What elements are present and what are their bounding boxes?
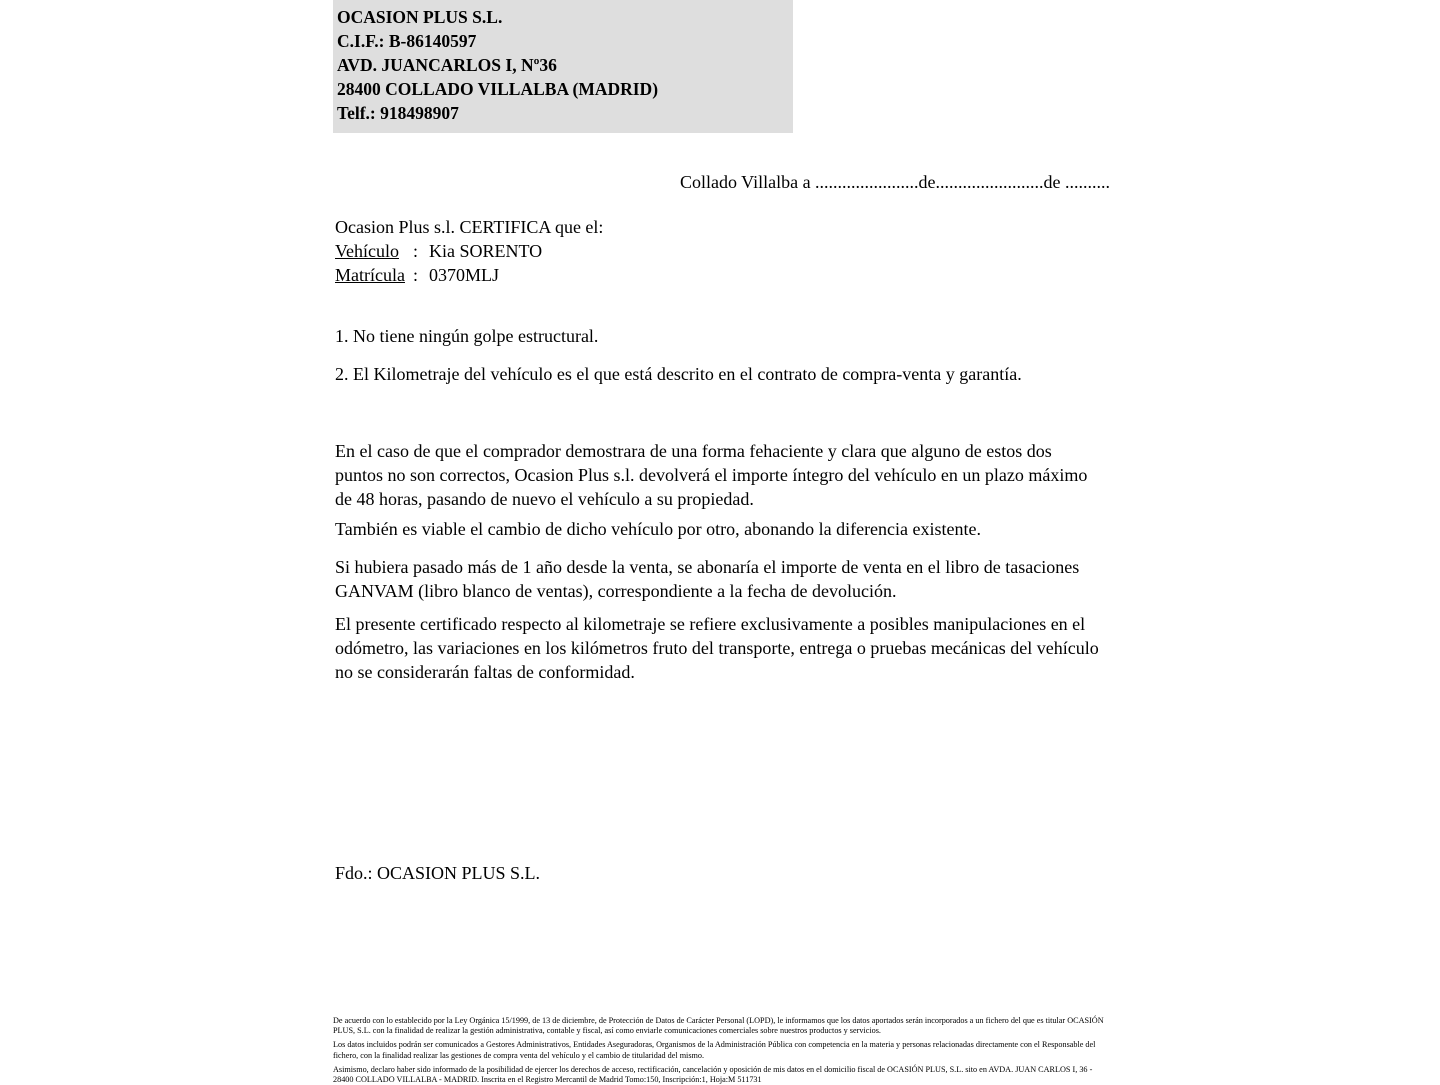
company-city: 28400 COLLADO VILLALBA (MADRID) [337,79,659,99]
date-line: Collado Villalba a .......................de........................de .......... [680,172,1111,192]
legal-paragraph-2: Los datos incluidos podrán ser comunicados a Gestores Administrativos, Entidades Aseguradoras, Organismos de la Administración Pública con competencia en la materia y personas relacionadas directamente con el Responsable del fichero, con la finalidad realizar las gestiones de compra venta del vehículo y el cambio de titularidad del mismo. [333,1040,1096,1060]
legal-paragraph-3: Asimismo, declaro haber sido informado de la posibilidad de ejercer los derechos de acceso, rectificación, cancelación y oposición de mis datos en el domicilio fiscal de OCASIÓN PLUS, S.L. sito en AVDA. JUAN CARLOS I, 36 - 28400 COLLADO VILLALBA - MADRID. Inscrita en el Registro Mercantil de Madrid Tomo:150, Inscripción:1, Hoja:M 511731 [333,1064,1093,1085]
plate-row [335,263,603,287]
certifies-block [335,215,603,287]
plate-label: Matrícula [335,265,405,285]
vehicle-label: Vehículo [335,241,399,261]
company-name: OCASION PLUS S.L. [337,7,503,27]
vehicle-value: Kia SORENTO [429,241,543,261]
signature-line: Fdo.: OCASION PLUS S.L. [335,863,541,883]
point-item-1: 1. No tiene ningún golpe estructural. [335,326,599,346]
body-paragraph-1: En el caso de que el comprador demostrara de una forma fehaciente y clara que alguno de estos dos puntos no son correctos, Ocasion Plus s.l. devolverá el importe íntegro del vehículo en un plazo máximo de 48 horas, pasando de nuevo el vehículo a su propiedad. [335,441,1088,509]
plate-separator: : [413,265,419,285]
company-cif: C.I.F.: B-86140597 [337,31,477,51]
body-paragraph-2: También es viable el cambio de dicho vehículo por otro, abonando la diferencia existente. [335,519,982,539]
certifies-intro: Ocasion Plus s.l. CERTIFICA que el: [335,217,604,237]
company-address: AVD. JUANCARLOS I, Nº36 [337,55,557,75]
vehicle-row [335,239,603,263]
point-item-2: 2. El Kilometraje del vehículo es el que está descrito en el contrato de compra-venta y garantía. [335,364,1022,384]
plate-value: 0370MLJ [429,265,500,285]
body-paragraph-4: El presente certificado respecto al kilometraje se refiere exclusivamente a posibles manipulaciones en el odómetro, las variaciones en los kilómetros fruto del transporte, entrega o pruebas mecánicas del vehículo no se considerarán faltas de conformidad. [335,614,1099,682]
vehicle-separator: : [413,241,419,261]
company-header-block [333,0,793,133]
legal-paragraph-1: De acuerdo con lo establecido por la Ley Orgánica 15/1999, de 13 de diciembre, de Protección de Datos de Carácter Personal (LOPD), le informamos que los datos aportados serán incorporados a un fichero del que es titular OCASIÓN PLUS, S.L. con la finalidad de realizar la gestión administrativa, contable y fiscal, así como enviarle comunicaciones comerciales sobre nuestros productos y servicios. [333,1016,1104,1036]
body-paragraph-3: Si hubiera pasado más de 1 año desde la venta, se abonaría el importe de venta en el libro de tasaciones GANVAM (libro blanco de ventas), correspondiente a la fecha de devolución. [335,557,1080,601]
company-phone: Telf.: 918498907 [337,103,459,123]
legal-footer [333,1016,1109,1085]
